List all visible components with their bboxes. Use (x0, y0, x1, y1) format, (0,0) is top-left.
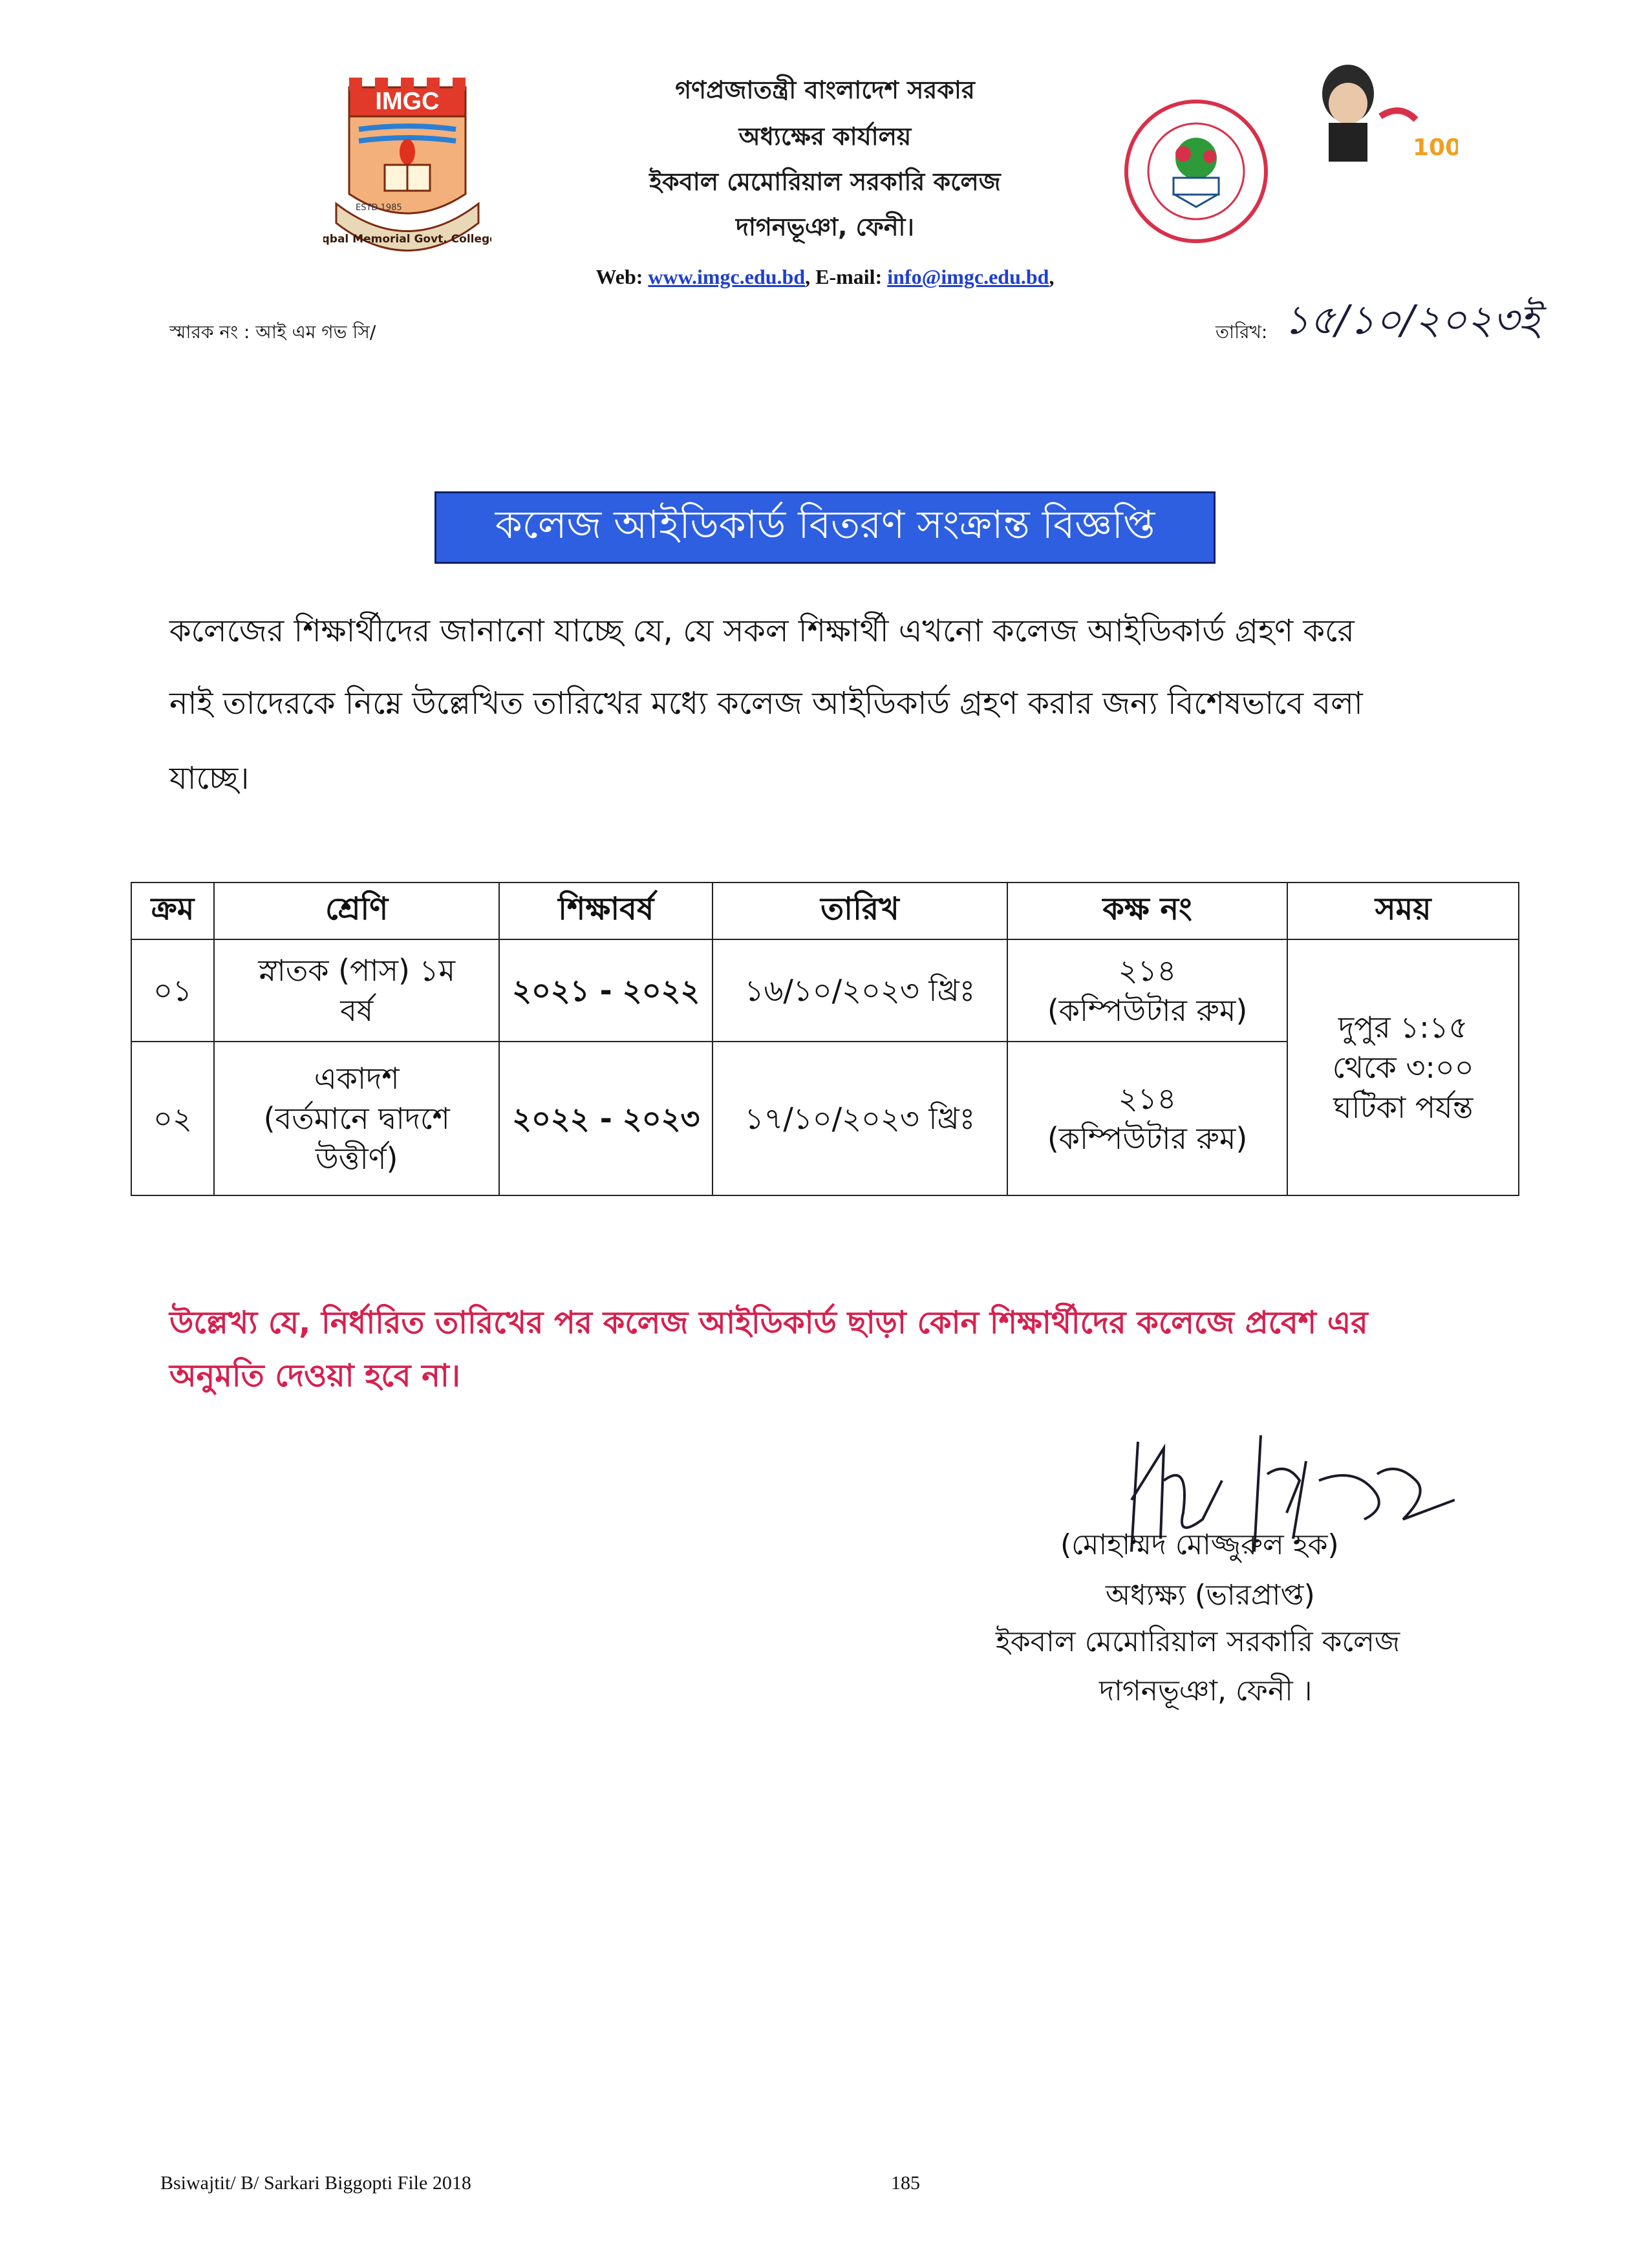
email-suffix: , (1049, 265, 1055, 288)
table-row (131, 939, 1519, 1042)
row-class-line: স্নাতক (পাস) ১ম (258, 952, 455, 988)
notice-body-line-3: যাচ্ছে। (169, 760, 250, 797)
time-line: দুপুর ১:১৫ (1338, 1009, 1468, 1045)
signatory-college: ইকবাল মেমোরিয়াল সরকারি কলেজ (996, 1625, 1400, 1658)
header-date: তারিখ (712, 883, 1007, 939)
row-class (214, 939, 500, 1042)
header-room: কক্ষ নং (1007, 883, 1288, 939)
row-room-name: (কম্পিউটার রুম) (1047, 993, 1248, 1028)
row-class-line: (বর্তমানে দ্বাদশে (263, 1100, 450, 1136)
row-serial: ০২ (131, 1042, 214, 1195)
warning-line-2: অনুমতি দেওয়া হবে না। (169, 1358, 460, 1394)
notice-title: কলেজ আইডিকার্ড বিতরণ সংক্রান্ত বিজ্ঞপ্তি (495, 502, 1155, 548)
location-line: দাগনভূঞা, ফেনী। (735, 213, 915, 241)
row-room-name: (কম্পিউটার রুম) (1047, 1121, 1248, 1156)
office-line: অধ্যক্ষের কার্যালয় (738, 122, 912, 151)
row-room-number: ২১৪ (1118, 1080, 1177, 1116)
row-time (1287, 939, 1519, 1195)
svg-text:100: 100 (1413, 134, 1458, 161)
row-class-line: বর্ষ (340, 993, 374, 1028)
footer-file-reference: Bsiwajtit/ B/ Sarkari Biggopti File 2018 (160, 2172, 471, 2194)
signatory-location: দাগনভূঞা, ফেনী । (1099, 1674, 1312, 1707)
email-link[interactable]: info@imgc.edu.bd (887, 265, 1049, 288)
row-class-line: উত্তীর্ণ) (315, 1141, 398, 1177)
schedule-table (131, 882, 1519, 1196)
memo-date-label: তারিখ: (1216, 321, 1268, 343)
notice-title-box (434, 491, 1216, 564)
government-line: গণপ্রজাতন্ত্রী বাংলাদেশ সরকার (675, 76, 975, 104)
row-room-number: ২১৪ (1118, 952, 1177, 988)
web-link[interactable]: www.imgc.edu.bd (648, 265, 806, 288)
row-room (1007, 939, 1288, 1042)
row-date: ১৭/১০/২০২৩ খ্রিঃ (712, 1042, 1007, 1195)
row-serial: ০১ (131, 939, 214, 1042)
time-line: ঘটিকা পর্যন্ত (1333, 1090, 1473, 1126)
row-date: ১৬/১০/২০২৩ খ্রিঃ (712, 939, 1007, 1042)
email-label: , E-mail: (805, 265, 883, 288)
notice-body-line-2: নাই তাদেরকে নিম্নে উল্লেখিত তারিখের মধ্যে কলেজ আইডিকার্ড গ্রহণ করার জন্য বিশেষভাবে বলা (169, 685, 1363, 722)
footer-page-number: 185 (891, 2172, 920, 2194)
row-session: ২০২২ - ২০২৩ (499, 1042, 712, 1195)
contact-line (0, 265, 1650, 289)
header-class: শ্রেণি (214, 883, 500, 939)
header-serial: ক্রম (131, 883, 214, 939)
logo-caption: Iqbal Memorial Govt. College (323, 233, 491, 246)
web-label: Web: (595, 265, 643, 288)
header-time: সময় (1287, 883, 1519, 939)
warning-line-1: উল্লেখ্য যে, নির্ধারিত তারিখের পর কলেজ আইডিকার্ড ছাড়া কোন শিক্ষার্থীদের কলেজে প্রবেশ এর (169, 1305, 1368, 1341)
row-session: ২০২১ - ২০২২ (499, 939, 712, 1042)
signatory-designation: অধ্যক্ষ্য (ভারপ্রাপ্ত) (1106, 1579, 1315, 1612)
logo-title: IMGC (375, 88, 440, 115)
table-header-row (131, 883, 1519, 939)
notice-body-line-1: কলেজের শিক্ষার্থীদের জানানো যাচ্ছে যে, যে সকল শিক্ষার্থী এখনো কলেজ আইডিকার্ড গ্রহণ করে (169, 613, 1355, 649)
row-room (1007, 1042, 1288, 1195)
memo-date-handwritten: ১৫/১০/২০২৩ই (1283, 296, 1540, 343)
header-session: শিক্ষাবর্ষ (499, 883, 712, 939)
memo-reference: স্মারক নং : আই এম গভ সি/ (169, 321, 376, 343)
time-line: থেকে ৩:০০ (1332, 1049, 1474, 1085)
row-class-line: একাদশ (314, 1060, 400, 1096)
signatory-name: (মোহাম্মদ মোজ্জুরুল হক) (1060, 1528, 1339, 1561)
college-line: ইকবাল মেমোরিয়াল সরকারি কলেজ (649, 167, 1001, 196)
logo-estd: ESTD 1985 (356, 203, 402, 213)
row-class (214, 1042, 500, 1195)
